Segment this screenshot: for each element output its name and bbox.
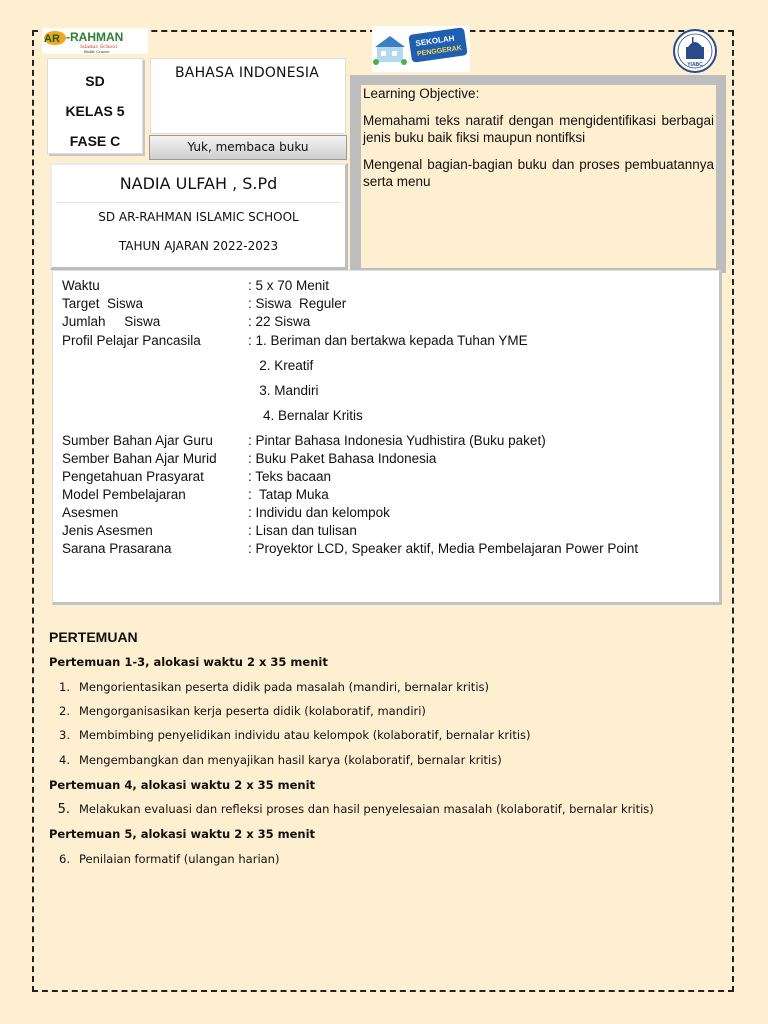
info-row bbox=[62, 540, 719, 558]
subject-box bbox=[150, 58, 346, 134]
info-label: Asesmen bbox=[62, 505, 119, 520]
info-value: : Buku Paket Bahasa Indonesia bbox=[248, 451, 437, 466]
item-text: Mengorganisasikan kerja peserta didik (kolaboratif, mandiri) bbox=[79, 704, 426, 718]
info-row bbox=[62, 450, 719, 468]
grade-level: SD bbox=[85, 73, 105, 89]
svg-text:Bukit Cinere: Bukit Cinere bbox=[84, 49, 110, 54]
session-heading: Pertemuan 5, alokasi waktu 2 x 35 menit bbox=[49, 827, 316, 841]
grade-box bbox=[47, 58, 143, 154]
info-value: : 5 x 70 Menit bbox=[248, 278, 330, 293]
item-number: 2. bbox=[59, 704, 70, 718]
info-value: : Pintar Bahasa Indonesia Yudhistira (Buku paket) bbox=[248, 433, 546, 448]
school-year: TAHUN AJARAN 2022-2023 bbox=[118, 239, 279, 253]
info-value: : Lisan dan tulisan bbox=[248, 523, 357, 538]
info-row bbox=[62, 313, 719, 331]
info-value: 2. Kreatif bbox=[248, 358, 314, 373]
divider bbox=[56, 202, 341, 203]
info-row bbox=[62, 357, 719, 375]
info-value: : Teks bacaan bbox=[248, 469, 332, 484]
info-row bbox=[62, 295, 719, 313]
info-label: Sumber Bahan Ajar Guru bbox=[62, 433, 213, 448]
info-label: Sember Bahan Ajar Murid bbox=[62, 451, 217, 466]
info-label: Jumlah Siswa bbox=[62, 314, 161, 329]
objective-heading: Learning Objective: bbox=[363, 86, 480, 101]
info-value: 4. Bernalar Kritis bbox=[248, 408, 363, 423]
info-row bbox=[62, 432, 719, 450]
info-row bbox=[62, 277, 719, 295]
sekolah-penggerak-logo bbox=[372, 26, 470, 72]
info-label: Model Pembelajaran bbox=[62, 487, 186, 502]
info-value: 3. Mandiri bbox=[248, 383, 319, 398]
info-value: : Tatap Muka bbox=[248, 487, 329, 502]
info-label: Target Siswa bbox=[62, 296, 144, 311]
teacher-name: NADIA ULFAH , S.Pd bbox=[119, 174, 278, 193]
item-text: Mengembangkan dan menyajikan hasil karya (kolaboratif, bernalar kritis) bbox=[79, 753, 502, 767]
item-text: Mengorientasikan peserta didik pada masalah (mandiri, bernalar kritis) bbox=[79, 680, 489, 694]
info-label: Jenis Asesmen bbox=[62, 523, 153, 538]
item-number: 6. bbox=[59, 852, 70, 866]
svg-text:-RAHMAN: -RAHMAN bbox=[66, 30, 124, 44]
objective-content bbox=[361, 85, 716, 268]
objective-item: Mengenal bagian-bagian buku dan proses pembuatannya serta menu bbox=[363, 157, 714, 189]
lesson-info-box bbox=[52, 270, 722, 605]
info-row bbox=[62, 522, 719, 540]
info-row bbox=[62, 504, 719, 522]
grade-phase: FASE C bbox=[69, 133, 121, 149]
info-value: : Siswa Reguler bbox=[248, 296, 347, 311]
meetings-title: PERTEMUAN bbox=[49, 629, 138, 645]
objective-box bbox=[350, 75, 726, 273]
info-value: : 22 Siswa bbox=[248, 314, 311, 329]
svg-text:SEKOLAH: SEKOLAH bbox=[414, 33, 455, 49]
session-heading: Pertemuan 1-3, alokasi waktu 2 x 35 menit bbox=[49, 655, 328, 669]
info-label: Profil Pelajar Pancasila bbox=[62, 333, 201, 348]
info-row bbox=[62, 468, 719, 486]
info-value: : Individu dan kelompok bbox=[248, 505, 390, 520]
ar-rahman-logo bbox=[42, 28, 148, 54]
svg-text:Islamic School: Islamic School bbox=[80, 44, 117, 50]
objective-item: Memahami teks naratif dengan mengidentifikasi berbagai jenis buku baik fiksi maupun nontifksi bbox=[363, 113, 714, 145]
grade-class: KELAS 5 bbox=[65, 103, 125, 119]
subject-title: BAHASA INDONESIA bbox=[175, 65, 319, 81]
info-row bbox=[62, 486, 719, 504]
info-row bbox=[62, 407, 719, 425]
yiabc-logo bbox=[673, 29, 717, 73]
info-value: : 1. Beriman dan bertakwa kepada Tuhan YME bbox=[248, 333, 528, 348]
info-row bbox=[62, 332, 719, 350]
svg-text:PENGGERAK: PENGGERAK bbox=[416, 44, 463, 58]
info-label: Waktu bbox=[62, 278, 100, 293]
item-number: 5. bbox=[57, 802, 70, 817]
item-number: 4. bbox=[59, 753, 70, 767]
svg-text:YIABC: YIABC bbox=[687, 62, 703, 68]
svg-text:AR: AR bbox=[44, 33, 60, 45]
item-text: Melakukan evaluasi dan refleksi proses dan hasil penyelesaian masalah (kolaboratif, bernalar kritis) bbox=[79, 802, 654, 816]
item-text: Membimbing penyelidikan individu atau kelompok (kolaboratif, bernalar kritis) bbox=[79, 728, 531, 742]
info-label: Pengetahuan Prasyarat bbox=[62, 469, 204, 484]
item-number: 1. bbox=[59, 680, 70, 694]
info-label: Sarana Prasarana bbox=[62, 541, 172, 556]
item-number: 3. bbox=[59, 728, 70, 742]
item-text: Penilaian formatif (ulangan harian) bbox=[79, 852, 280, 866]
session-heading: Pertemuan 4, alokasi waktu 2 x 35 menit bbox=[49, 778, 316, 792]
info-value: : Proyektor LCD, Speaker aktif, Media Pembelajaran Power Point bbox=[248, 541, 639, 556]
teacher-box bbox=[50, 163, 348, 270]
school-name: SD AR-RAHMAN ISLAMIC SCHOOL bbox=[98, 210, 299, 224]
tagline-banner: Yuk, membaca buku bbox=[149, 135, 347, 160]
info-row bbox=[62, 382, 719, 400]
